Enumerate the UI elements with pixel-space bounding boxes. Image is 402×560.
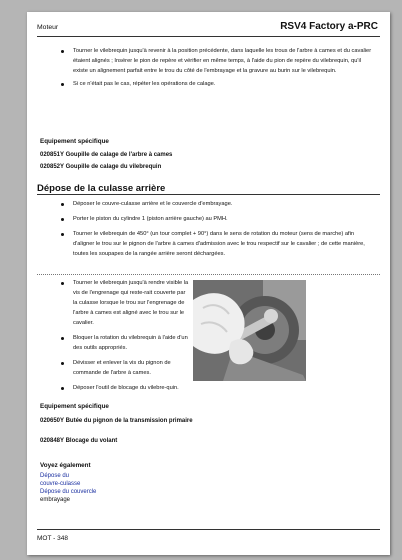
intro-list [73, 46, 373, 92]
engine-photo [193, 280, 306, 381]
see-also-heading: Voyez également [40, 462, 91, 469]
list-item: Déposer l'outil de blocage du vilebre-quin. [73, 383, 190, 393]
list-item: Tourner le vilebrequin jusqu'à rendre visible la vis de l'engrenage qui reste-rait couverte par la culasse lorsque le trou sur l'engrenage de l'arbre à cames est aligné avec le trou sur le cavalier. [73, 278, 190, 328]
photo-steps-list [73, 278, 190, 398]
manual-page [27, 12, 390, 555]
header-section: Moteur [37, 24, 59, 31]
bullet-icon [61, 337, 64, 340]
footer-divider [37, 529, 380, 530]
equipment-heading: Equipement spécifique [40, 138, 109, 145]
bullet-icon [61, 282, 64, 285]
dotted-divider [37, 274, 380, 275]
bullet-icon [61, 233, 64, 236]
page-number: MOT - 348 [37, 535, 68, 542]
header-title: RSV4 Factory a-PRC [280, 21, 378, 32]
section-divider [37, 194, 380, 195]
bullet-icon [61, 203, 64, 206]
link-clutch-cover[interactable]: Dépose du couvercle [40, 489, 97, 495]
section-title: Dépose de la culasse arrière [37, 183, 166, 194]
bullet-icon [61, 83, 64, 86]
list-item: Tourner le vilebrequin jusqu'à revenir à la position précédente, dans laquelle les trous de l'arbre à cames et du cavalier étaient alignés ; Insérer le pion de repère et vérifier en même temps, à l'aide du pion de repère du vilebrequin, qu'il existe un alignement parfait entre le trou du côté de l'embrayage et la gravure au burin sur le vilebrequin. [73, 46, 373, 76]
bullet-icon [61, 362, 64, 365]
bullet-icon [61, 387, 64, 390]
list-item: Dévisser et enlever la vis du pignon de commande de l'arbre à cames. [73, 358, 190, 378]
equipment-item: 020650Y Butée du pignon de la transmission primaire [40, 418, 193, 424]
steps-list [73, 199, 373, 264]
list-item: Bloquer la rotation du vilebrequin à l'aide d'un des outils appropriés. [73, 333, 190, 353]
list-item: Si ce n'était pas le cas, répéter les opérations de calage. [73, 79, 373, 89]
bullet-icon [61, 50, 64, 53]
engine-photo-image [193, 280, 306, 381]
link-tail-text: embrayage [40, 497, 71, 503]
equipment-item: 020851Y Goupille de calage de l'arbre à cames [40, 152, 173, 158]
list-item: Déposer le couvre-culasse arrière et le couvercle d'embrayage. [73, 199, 373, 209]
list-item: Porter le piston du cylindre 1 (piston arrière gauche) au PMH. [73, 214, 373, 224]
list-item: Tourner le vilebrequin de 450° (un tour complet + 90°) dans le sens de rotation du moteur (sens de marche) afin d'aligner le trou sur le pignon de l'arbre à cames d'admission avec le trou respectif sur le cavalier ; de cette manière, toutes les soupapes de la rangée arrière seront déchargées. [73, 229, 373, 259]
header-divider [37, 36, 380, 37]
equipment-heading-2: Equipement spécifique [40, 403, 109, 410]
equipment-item: 020848Y Blocage du volant [40, 438, 118, 444]
equipment-item: 020852Y Goupille de calage du vilebrequin [40, 164, 162, 170]
bullet-icon [61, 218, 64, 221]
link-cylinder-head-cover[interactable]: Dépose du couvre-culasse [40, 473, 81, 487]
